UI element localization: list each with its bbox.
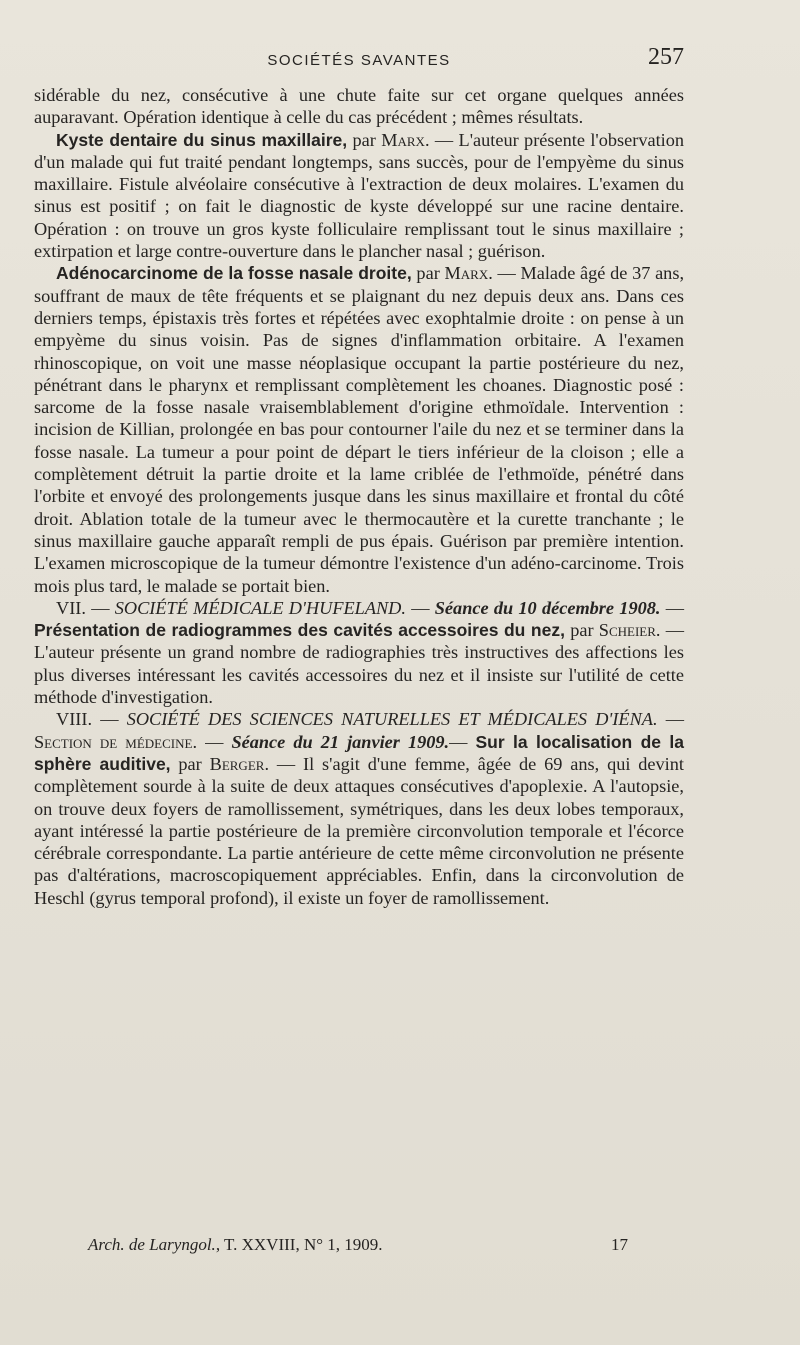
paragraph-text: sidérable du nez, consécutive à une chute faite sur cet organe quelques années auparavant. Opération identique à celle du cas précédent ; mêmes résultats.: [34, 85, 684, 128]
dash: —: [660, 597, 684, 618]
section-name: Section de médecine: [34, 731, 193, 752]
paragraph-text: . — Malade âgé de 37 ans, souffrant de maux de tête fréquents et se plaignant du nez depuis deux ans. Dans ces derniers temps, épistaxis très fortes et répétées avec exophtalmie droite : on pense à un empyème du sinus voisin. Pas de signes d'inflammation orbitaire. A l'examen rhinoscopique, on voit une masse néoplasique occupant la partie postérieure du nez, pénétrant dans le pharynx et remplissant complètement les choanes. Diagnostic posé : sarcome de la fosse nasale vraisemblablement d'origine ethmoïdale. Intervention : incision de Killian, prolongée en bas pour contourner l'aile du nez et se terminer dans la fosse nasale. La tumeur a pour point de départ le tiers inférieur de la cloison ; elle a complètement détruit la partie droite et la lame criblée de l'ethmoïde, pénétré dans l'orbite et envoyé des prolongements jusque dans les sinus maxillaire et frontal du côté droit. Ablation totale de la tumeur avec le thermocautère et la curette tranchante ; le sinus maxillaire gauche apparaît rempli de pus épais. Guérison par première intention. L'examen microscopique de la tumeur démontre l'existence d'un adéno-carcinome. Trois mois plus tard, le malade se portait bien.: [34, 263, 685, 596]
by-word: par: [564, 620, 599, 641]
dash: —: [657, 709, 684, 730]
dash: —: [405, 597, 435, 618]
body-text: [34, 84, 684, 909]
article-title: Sur la localisation de la sphère auditive,: [34, 731, 684, 774]
paragraph-iena: [34, 708, 684, 909]
dash: . —: [192, 731, 232, 752]
society-name: SOCIÉTÉ MÉDICALE D'HUFELAND.: [114, 597, 406, 618]
paragraph-hufeland: [34, 597, 684, 708]
paragraph-text: . — Il s'agit d'une femme, âgée de 69 ans, qui devint complètement sourde à la suite de deux attaques consécutives d'apoplexie. A l'autopsie, on trouve deux foyers de ramollissement, symétriques, dans les deux lobes temporaux, ayant intéressé la partie postérieure de la première circonvolution temporale et l'écorce cérébrale correspondante. La partie antérieure de cette même circonvolution ne présente pas d'altérations, macroscopiquement appréciables. Enfin, dans la circonvolution de Heschl (gyrus temporal profond), il existe un foyer de ramollissement.: [34, 753, 684, 908]
signature-mark: 17: [611, 1235, 628, 1254]
article-title: Kyste dentaire du sinus maxillaire,: [56, 129, 348, 150]
paragraph-continuation: [34, 84, 684, 129]
author-name: Scheier: [598, 620, 656, 641]
dash: —: [449, 731, 476, 752]
journal-volume: , T. XXVIII, N° 1, 1909.: [215, 1235, 383, 1254]
journal-name: Arch. de Laryngol.: [88, 1235, 216, 1254]
page-number: 257: [648, 44, 684, 70]
by-word: par: [170, 753, 210, 774]
paragraph-text: . — L'auteur présente un grand nombre de radiographies très instructives des affections les plus diverses intéressant les cavités accessoires du nez et il insiste sur l'utilité de cette méthode d'investigation.: [34, 620, 685, 708]
paragraph-adenocarcinome: [34, 262, 684, 596]
article-title: Adénocarcinome de la fosse nasale droite,: [56, 263, 412, 284]
author-name: Marx: [381, 129, 425, 150]
section-number: VII. —: [56, 597, 115, 618]
paragraph-text: . — L'auteur présente l'observation d'un malade qui fut traité pendant longtemps, sans succès, pour de l'empyème du sinus maxillaire. Fistule alvéolaire consécutive à l'extraction de deux molaires. L'examen du sinus est positif ; on fait le diagnostic de kyste développé sur une racine dentaire. Opération : on trouve un gros kyste folliculaire remplissant tout le sinus maxillaire ; extirpation et large contre-ouverture dans le plancher nasal ; guérison.: [34, 129, 685, 262]
by-word: par: [347, 129, 382, 150]
society-name: SOCIÉTÉ DES SCIENCES NATURELLES ET MÉDICALES D'IÉNA.: [126, 709, 658, 730]
author-name: Marx: [444, 263, 489, 284]
page-header: [34, 42, 684, 78]
paragraph-kyste-dentaire: [34, 129, 684, 263]
page-footer: [88, 1235, 628, 1255]
seance-date: Séance du 10 décembre 1908.: [434, 597, 661, 618]
author-name: Berger: [209, 753, 265, 774]
running-title: SOCIÉTÉS SAVANTES: [267, 52, 451, 69]
article-title: Présentation de radiogrammes des cavités accessoires du nez,: [34, 620, 565, 641]
by-word: par: [411, 263, 445, 284]
section-number: VIII. —: [56, 709, 127, 730]
seance-date: Séance du 21 janvier 1909.: [231, 731, 450, 752]
